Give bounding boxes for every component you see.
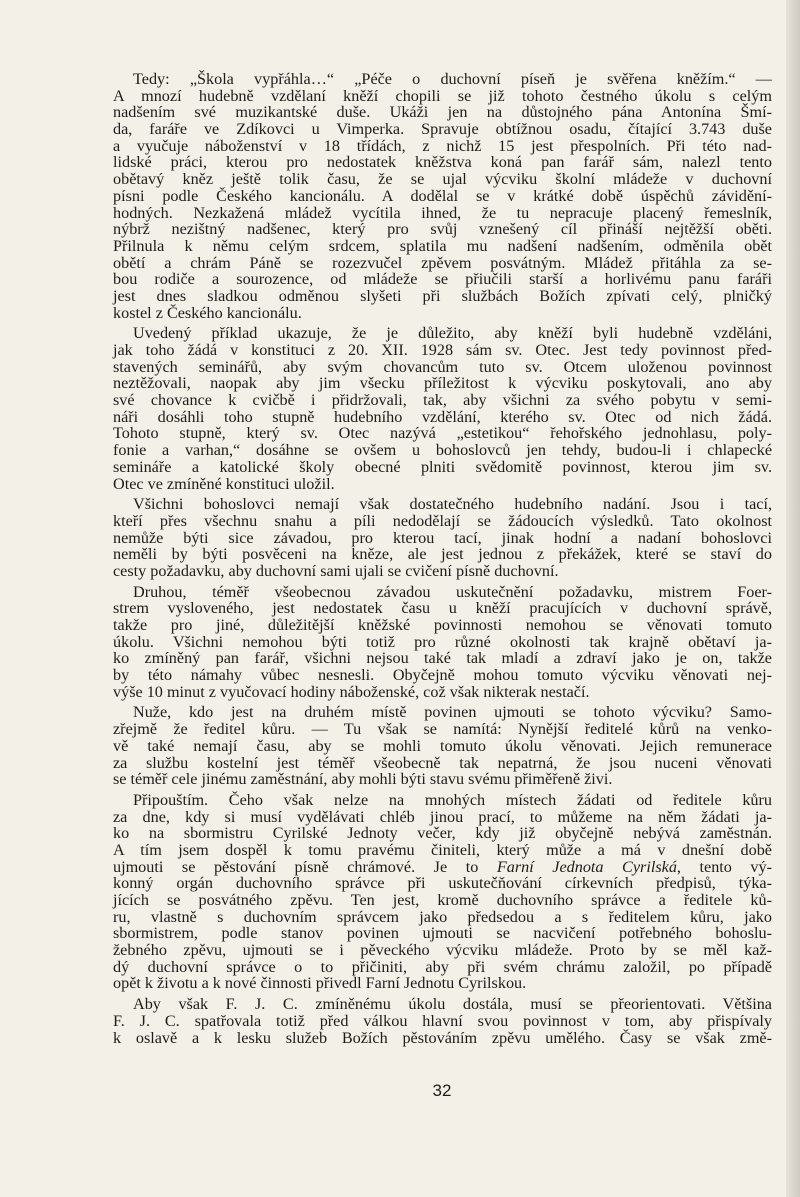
text-line: k oslavě a k lesku služeb Božích pěstováním zpěvu umělého. Časy se však změ- (113, 1028, 772, 1047)
text-line: Nuže, kdo jest na druhém místě povinen ujmouti se tohoto výcviku? Samo- (133, 703, 772, 722)
text-line: kostel z Českého kancionálu. (113, 303, 302, 322)
text-line: fonie a varhan,“ dosáhne se ovšem u bohoslovců jen tehdy, budou-li i chlapecké (113, 441, 772, 460)
text-line: Tohoto stupně, který sv. Otec nazývá „estetikou“ řehořského jednohlasu, poly- (113, 424, 772, 443)
text-line: Tedy: „Škola vypřáhla…“ „Péče o duchovní píseň je svěřena kněžím.“ — (133, 70, 772, 88)
text-line: obětavý kněz ještě tolik času, že se ujal výcviku školní mládeže v duchovní (113, 170, 772, 189)
page-number: 32 (432, 1081, 452, 1100)
text-line: dý duchovní správce o to přičiniti, aby při svém chrámu založil, po případě (113, 957, 772, 976)
text-line: lidské práci, kterou pro nedostatek kněžstva koná pan farář sám, nalezl tento (113, 153, 772, 172)
paragraph (113, 325, 772, 492)
text-line: ujmouti se pěstování písně chrámové. Je to Farní Jednota Cyrilská, tento vý- (113, 857, 773, 876)
text-line: nadšením své muzikantské duše. Ukáži jen na důstojného pána Antonína Šmí- (113, 103, 772, 122)
text-line: nýbrž nezištný nadšenec, který pro svůj vznešený cíl přináší nejtěžší oběti. (113, 220, 772, 239)
text-line: kteří přes všechnu snahu a píli nedodělají se žádoucích výsledků. Tato okolnost (113, 511, 772, 530)
paragraph (113, 996, 772, 1046)
text-line: za dne, kdy si musí vydělávati chléb jinou prací, to můžeme na něm žádati ja- (113, 807, 772, 826)
text-line: ko zmíněný pan farář, všichni nejsou také tak mladí a zdraví jako je on, takže (113, 649, 772, 668)
text-line: takže pro jiné, důležitější kněžské povinnosti nemohou se věnovati tomuto (113, 616, 772, 634)
text-line: úkolu. Všichni nemohou býti totiž pro různé okolnosti tak krajně obětaví ja- (113, 632, 772, 651)
text-line: žebného zpěvu, ujmouti se i pěveckého výcviku mládeže. Proto by se měl kaž- (113, 941, 772, 960)
text-line: A mnozí hudebně vzdělaní kněží chopili se již tohoto čestného úkolu s celým (113, 86, 772, 105)
scan-edge (786, 0, 800, 1197)
text-line: Aby však F. J. C. zmíněnému úkolu dostála, musí se přeorientovati. Většina (133, 995, 772, 1014)
text-line: hodných. Nezkažená mládež vycítila ihned, že tu nepracuje placený řemeslník, (113, 203, 772, 222)
text-line: se téměř cele jinému zaměstnání, aby mohli býti stavu svému přiměřeně živi. (113, 770, 613, 789)
text-line: F. J. C. spatřovala totiž před válkou hlavní svou povinnost v tom, aby přispívaly (113, 1011, 772, 1030)
text-line: písni podle Českého kancionálu. A dodělal se v krátké době úspěchů závidění- (113, 186, 772, 205)
text-line: bou rodiče a sourozence, od mládeže se přiučili starší a horlivému panu faráři (113, 270, 772, 289)
text-line: sbormistrem, podle stanov povinen ujmouti se nacvičení potřebného bohoslu- (113, 924, 772, 943)
text-line: ru, vlastně s duchovním správcem jako předsedou a s ředitelem kůru, jako (113, 907, 772, 926)
text-line: nemůže býti sice závadou, pro kterou tací, jinak hodní a nadaní bohoslovci (113, 528, 772, 547)
text-line: jících se posvátného zpěvu. Ten jest, kromě duchovního správce a ředitele ků- (113, 891, 772, 909)
paragraph (113, 704, 772, 787)
text-line: jest dnes sladkou odměnou slyšeti při službách Božích zpívati celý, plničký (113, 286, 772, 305)
text-line: A tím jsem dospěl k tomu pravému činiteli, který může a má v dnešní době (113, 840, 772, 859)
paragraph (113, 71, 772, 321)
text-line: by této námahy vůbec nesnesli. Obyčejně mohou tomuto výcviku věnovati nej- (113, 666, 772, 685)
text-line: Všichni bohoslovci nemají však dostatečného hudebního nadání. Jsou i tací, (133, 495, 772, 514)
text-line: vě také nemají času, aby se mohli tomuto úkolu věnovati. Jejich remunerace (113, 736, 772, 755)
paragraph (113, 584, 772, 701)
text-line: zřejmě že ředitel kůru. — Tu však se namítá: Nynější ředitelé kůrů na venko- (113, 720, 772, 739)
text-line: opět k životu a k nové činnosti přivedl Farní Jednotu Cyrilskou. (113, 974, 527, 993)
text-line: strem vysloveného, jest nedostatek času u kněží pracujících v duchovní správě, (113, 599, 772, 618)
text-line: Druhou, téměř všeobecnou závadou uskutečnění požadavku, mistrem Foer- (133, 582, 772, 601)
paragraph (113, 792, 772, 992)
text-line: da, faráře ve Zdíkovci u Vimperka. Spravuje obtížnou osadu, čítající 3.743 duše (113, 120, 772, 139)
text-line: ko na sbormistru Cyrilské Jednoty večer, kdy již obyčejně nebývá zaměstnán. (113, 824, 772, 843)
text-line: za službu kostelní jest téměř všeobecně tak nepatrná, že jsou nuceni věnovati (113, 753, 772, 772)
text-line: náři dosáhli toho stupně hudebního vzdělání, kterého sv. Otec od nich žádá. (113, 407, 772, 426)
text-line: neztěžovali, naopak aby jim všecku příležitost k výcviku poskytovali, ano aby (113, 374, 772, 393)
text-line: Otec ve zmíněné konstituci uložil. (113, 474, 335, 493)
text-line: Připouštím. Čeho však nelze na mnohých místech žádati od ředitele kůru (133, 790, 772, 809)
emphasis: Farní Jednota Cyrilská (496, 857, 677, 876)
page-body-text (113, 71, 772, 1050)
text-line: Přilnula k němu celým srdcem, splatila mu nadšení nadšením, odměnila obět (113, 236, 772, 255)
text-line: výše 10 minut z vyučovací hodiny náboženské, což však nikterak nestačí. (113, 682, 590, 701)
text-line: své chovance k cvičbě i přidržovali, tak, aby všichni za svého pobytu v semi- (113, 391, 772, 410)
text-line: semináře a katolické školy obecné plniti svědomitě povinnost, kterou jim sv. (113, 457, 772, 476)
text-line: konný orgán duchovního správce při uskutečňování církevních předpisů, týka- (113, 874, 772, 893)
text-line: a vyučuje náboženství v 18 třídách, z nichž 15 jest přespolních. Při této nad- (113, 136, 772, 155)
text-line: cesty požadavku, aby duchovní sami ujali se cvičení písně duchovní. (113, 561, 559, 580)
paragraph (113, 496, 772, 579)
text-line: stavených seminářů, aby svým chovancům tuto sv. Otcem uloženou povinnost (113, 357, 772, 376)
text-line: neměli by býti posvěceni na kněze, ale jest jednou z překážek, které se staví do (113, 545, 772, 564)
text-line: Uvedený příklad ukazuje, že je důležito, aby kněží byli hudebně vzděláni, (133, 324, 772, 343)
text-line: jak toho žádá v konstituci z 20. XII. 1928 sám sv. Otec. Jest tedy povinnost před- (113, 341, 772, 359)
text-line: obětí a chrám Páně se rozezvučel zpěvem posvátným. Mládež přitáhla za se- (113, 253, 772, 272)
